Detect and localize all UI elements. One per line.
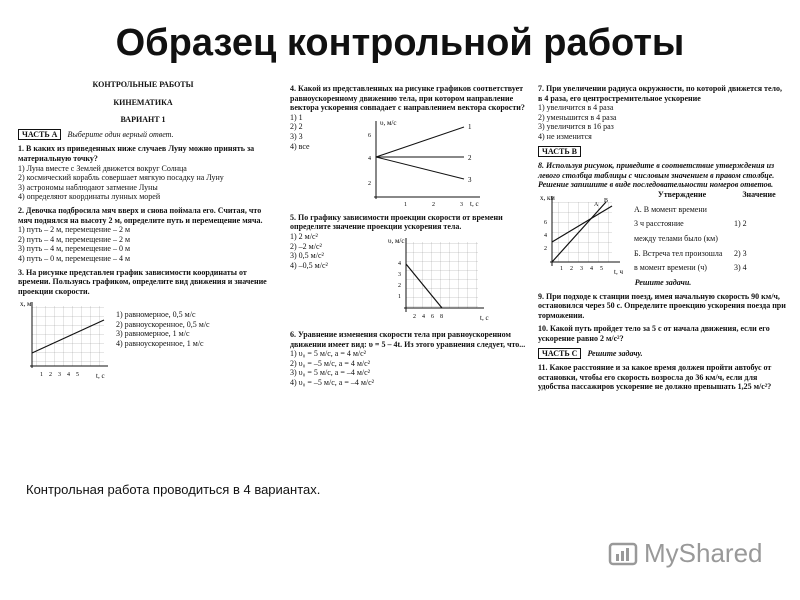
part-a [18, 129, 268, 141]
q1-option: 1) Луна вместе с Землей движется вокруг Солнца [18, 163, 187, 173]
graph-q3 [18, 298, 110, 384]
q2-option: 1) путь – 2 м, перемещение – 2 м [18, 225, 131, 235]
q7-option: 3) увеличится в 16 раз [538, 122, 614, 132]
g3-xtick: 4 [67, 372, 70, 379]
q5-option: 1) 2 м/с² [290, 231, 318, 241]
g8-line-label: А [594, 201, 599, 208]
column-3 [538, 80, 788, 392]
question-7: 7. При увеличении радиуса окружности, по которой движется тело, в 4 раза, его центростремительное ускорение [538, 84, 782, 103]
g5-ytick: 2 [398, 282, 401, 289]
g8-ytick: 4 [544, 232, 547, 239]
part-c-badge: ЧАСТЬ С [538, 348, 581, 360]
question-10: 10. Какой путь пройдет тело за 5 с от начала движения, если его ускорение равно 2 м/с²? [538, 324, 770, 343]
table-cell: между телами было (км) [634, 233, 718, 243]
question-6: 6. Уравнение изменения скорости тела при равноускоренном движении имеет вид: υ = 5 – 4t. Из этого уравнения следует, что... [290, 329, 526, 349]
q7-option: 2) уменьшится в 4 раза [538, 112, 617, 122]
doc-subject: КИНЕМАТИКА [113, 97, 173, 107]
g4-ylabel: υ, м/с [380, 118, 397, 127]
part-a-badge: ЧАСТЬ А [18, 129, 61, 141]
q1-option: 3) астрономы наблюдают затмение Луны [18, 182, 158, 192]
g4-ytick: 6 [368, 132, 371, 139]
g5-xtick: 2 [413, 313, 416, 320]
q3-option: 2) равноускоренное, 0,5 м/с [116, 319, 210, 329]
question-5: 5. По графику зависимости проекции скорости от времени определите значение проекции ускорения тела. [290, 212, 503, 232]
q4-option: 4) все [290, 141, 310, 151]
g8-xtick: 1 [560, 265, 563, 272]
q7-option: 1) увеличится в 4 раза [538, 103, 614, 113]
graph-q8 [538, 192, 628, 276]
column-1 [18, 80, 268, 386]
g3-xtick: 5 [76, 372, 79, 379]
part-a-instruction: Выберите один верный ответ. [67, 129, 174, 139]
q6-option: 2) υ₀ = –5 м/с, a = 4 м/с² [290, 358, 371, 368]
q4-option: 3) 3 [290, 131, 303, 141]
solve-instruction: Решите задачи. [634, 277, 692, 287]
g3-ylabel: x, м [20, 300, 32, 309]
q5-option: 4) –0,5 м/с² [290, 260, 328, 270]
q3-option: 3) равномерное, 1 м/с [116, 329, 190, 339]
g8-xtick: 3 [580, 265, 583, 272]
graph-q5 [386, 234, 496, 324]
g5-ylabel: υ, м/с [388, 236, 405, 245]
q2-option: 4) путь – 0 м, перемещение – 4 м [18, 253, 131, 263]
table-cell: 1) 2 [734, 219, 747, 229]
logo-text: MyShared [644, 538, 763, 568]
g4-line-label: 3 [468, 175, 472, 184]
question-4: 4. Какой из представленных на рисунке графиков соответствует равноускоренному движению тела, при котором направление вектора ускорения совпадает с направлением вектора скорости? [290, 84, 525, 113]
q5-option: 3) 0,5 м/с² [290, 251, 324, 261]
caption: Контрольная работа проводиться в 4 вариантах. [26, 482, 321, 497]
question-11: 11. Какое расстояние и за какое время должен пройти автобус от остановки, чтобы его скорость возросла до 36 км/ч, если для удобства пассажиров ускорение не должно превышать 1,25 м/с²? [538, 363, 772, 392]
q6-option: 1) υ₀ = 5 м/с, a = 4 м/с² [290, 349, 367, 359]
table-cell: Б. Встреча тел произошла [634, 248, 723, 258]
g4-xlabel: t, с [470, 199, 479, 207]
g8-xtick: 4 [590, 265, 593, 272]
doc-header: КОНТРОЛЬНЫЕ РАБОТЫ [92, 80, 194, 89]
g5-xlabel: t, с [480, 313, 489, 322]
g4-line-label: 1 [468, 122, 472, 131]
table-cell: 3) 4 [734, 263, 747, 273]
table-head: Значение [742, 189, 776, 199]
q3-option: 4) равноускоренное, 1 м/с [116, 339, 204, 349]
question-3: 3. На рисунке представлен график зависимости координаты от времени. Пользуясь графиком, определите вид движения и значение проекции скорости. [18, 267, 267, 296]
g8-xtick: 5 [600, 265, 603, 272]
table-cell: А. В момент времени [634, 204, 707, 214]
q4-option: 2) 2 [290, 122, 303, 132]
g8-ytick: 6 [544, 219, 547, 226]
logo[interactable] [608, 538, 763, 569]
q3-option: 1) равномерное, 0,5 м/с [116, 310, 196, 320]
slide-title: Образец контрольной работы [115, 22, 685, 64]
question-2: 2. Девочка подбросила мяч вверх и снова поймала его. Считая, что мяч поднялся на высоту 2 м, определите путь и перемещение мяча. [18, 205, 263, 225]
g4-xtick: 3 [460, 201, 463, 207]
part-c [538, 348, 788, 360]
question-1: 1. В каких из приведенных ниже случаев Луну можно принять за материальную точку? [18, 144, 255, 163]
g8-xlabel: t, ч [614, 267, 623, 276]
g4-ytick: 2 [368, 180, 371, 187]
g5-xtick: 6 [431, 313, 434, 320]
logo-icon [608, 541, 638, 567]
g3-xtick: 3 [58, 372, 61, 379]
g8-line-label: В [604, 197, 609, 204]
g4-xtick: 2 [432, 201, 435, 207]
g8-ytick: 2 [544, 245, 547, 252]
g4-xtick: 1 [404, 201, 407, 207]
q2-option: 3) путь – 4 м, перемещение – 0 м [18, 244, 131, 254]
doc-variant: ВАРИАНТ 1 [120, 115, 166, 125]
q6-option: 4) υ₀ = –5 м/с, a = –4 м/с² [290, 377, 375, 387]
q2-option: 2) путь – 4 м, перемещение – 2 м [18, 234, 131, 244]
g5-xtick: 8 [440, 313, 443, 320]
graph-q4 [356, 115, 486, 207]
table-cell: 3 ч расстояние [634, 219, 684, 229]
table-cell: в момент времени (ч) [634, 263, 707, 273]
g8-xtick: 2 [570, 265, 573, 272]
q7-option: 4) не изменится [538, 131, 592, 141]
table-head: Утверждение [657, 189, 707, 199]
g5-ytick: 1 [398, 293, 401, 300]
g5-ytick: 3 [398, 271, 401, 278]
g5-ytick: 4 [398, 260, 401, 267]
question-8: 8. Используя рисунок, приведите в соответствие утверждения из левого столбца таблицы с числовым значением в правом столбце. Решение запишите в виде последовательности номеров ответов. [538, 161, 775, 190]
g3-xtick: 1 [40, 372, 43, 379]
part-b-badge: ЧАСТЬ В [538, 146, 581, 158]
g4-line-label: 2 [468, 153, 472, 162]
q5-option: 2) –2 м/с² [290, 241, 322, 251]
part-c-instruction: Решите задачу. [587, 348, 643, 358]
question-9: 9. При подходе к станции поезд, имея начальную скорость 90 км/ч, остановился через 50 с. Определите проекцию ускорения поезда при торможении. [538, 291, 786, 320]
matching-table [634, 190, 784, 278]
column-2 [290, 80, 530, 388]
g3-xtick: 2 [49, 372, 52, 379]
q1-option: 4) определяют координаты лунных морей [18, 192, 161, 202]
table-cell: 2) 3 [734, 248, 747, 258]
q6-option: 3) υ₀ = 5 м/с, a = –4 м/с² [290, 368, 371, 378]
q4-option: 1) 1 [290, 112, 303, 122]
g3-xlabel: t, с [96, 372, 105, 381]
g4-ytick: 4 [368, 155, 371, 162]
part-b [538, 146, 788, 158]
q1-option: 2) космический корабль совершает мягкую посадку на Луну [18, 173, 224, 183]
g8-ylabel: x, км [540, 193, 555, 202]
g5-xtick: 4 [422, 313, 425, 320]
